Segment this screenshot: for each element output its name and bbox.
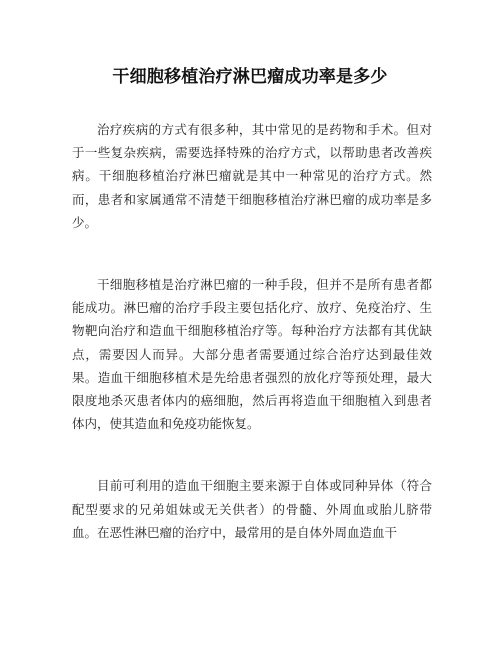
paragraph-intro: 治疗疾病的方式有很多种，其中常见的是药物和手术。但对于一些复杂疾病，需要选择特殊的治疗方式，以帮助患者改善疾病。干细胞移植治疗淋巴瘤就是其中一种常见的治疗方式。然而，患者和家属通常不清楚干细胞移植治疗淋巴瘤的成功率是多少。 bbox=[72, 122, 432, 230]
paragraph-sources: 目前可利用的造血干细胞主要来源于自体或同种异体（符合配型要求的兄弟姐妹或无关供者）的骨髓、外周血或胎儿脐带血。在恶性淋巴瘤的治疗中，最常用的是自体外周血造血干 bbox=[72, 478, 432, 540]
page-title: 干细胞移植治疗淋巴瘤成功率是多少 bbox=[112, 67, 388, 87]
paragraph-treatment: 干细胞移植是治疗淋巴瘤的一种手段，但并不是所有患者都能成功。淋巴瘤的治疗手段主要包括化疗、放疗、免疫治疗、生物靶向治疗和造血干细胞移植治疗等。每种治疗方法都有其优缺点，需要因人而异。大部分患者需要通过综合治疗达到最佳效果。造血干细胞移植术是先给患者强烈的放化疗等预处理，最大限度地杀灭患者体内的癌细胞，然后再将造血干细胞植入到患者体内，使其造血和免疫功能恢复。 bbox=[72, 277, 432, 432]
article-body bbox=[72, 118, 432, 583]
